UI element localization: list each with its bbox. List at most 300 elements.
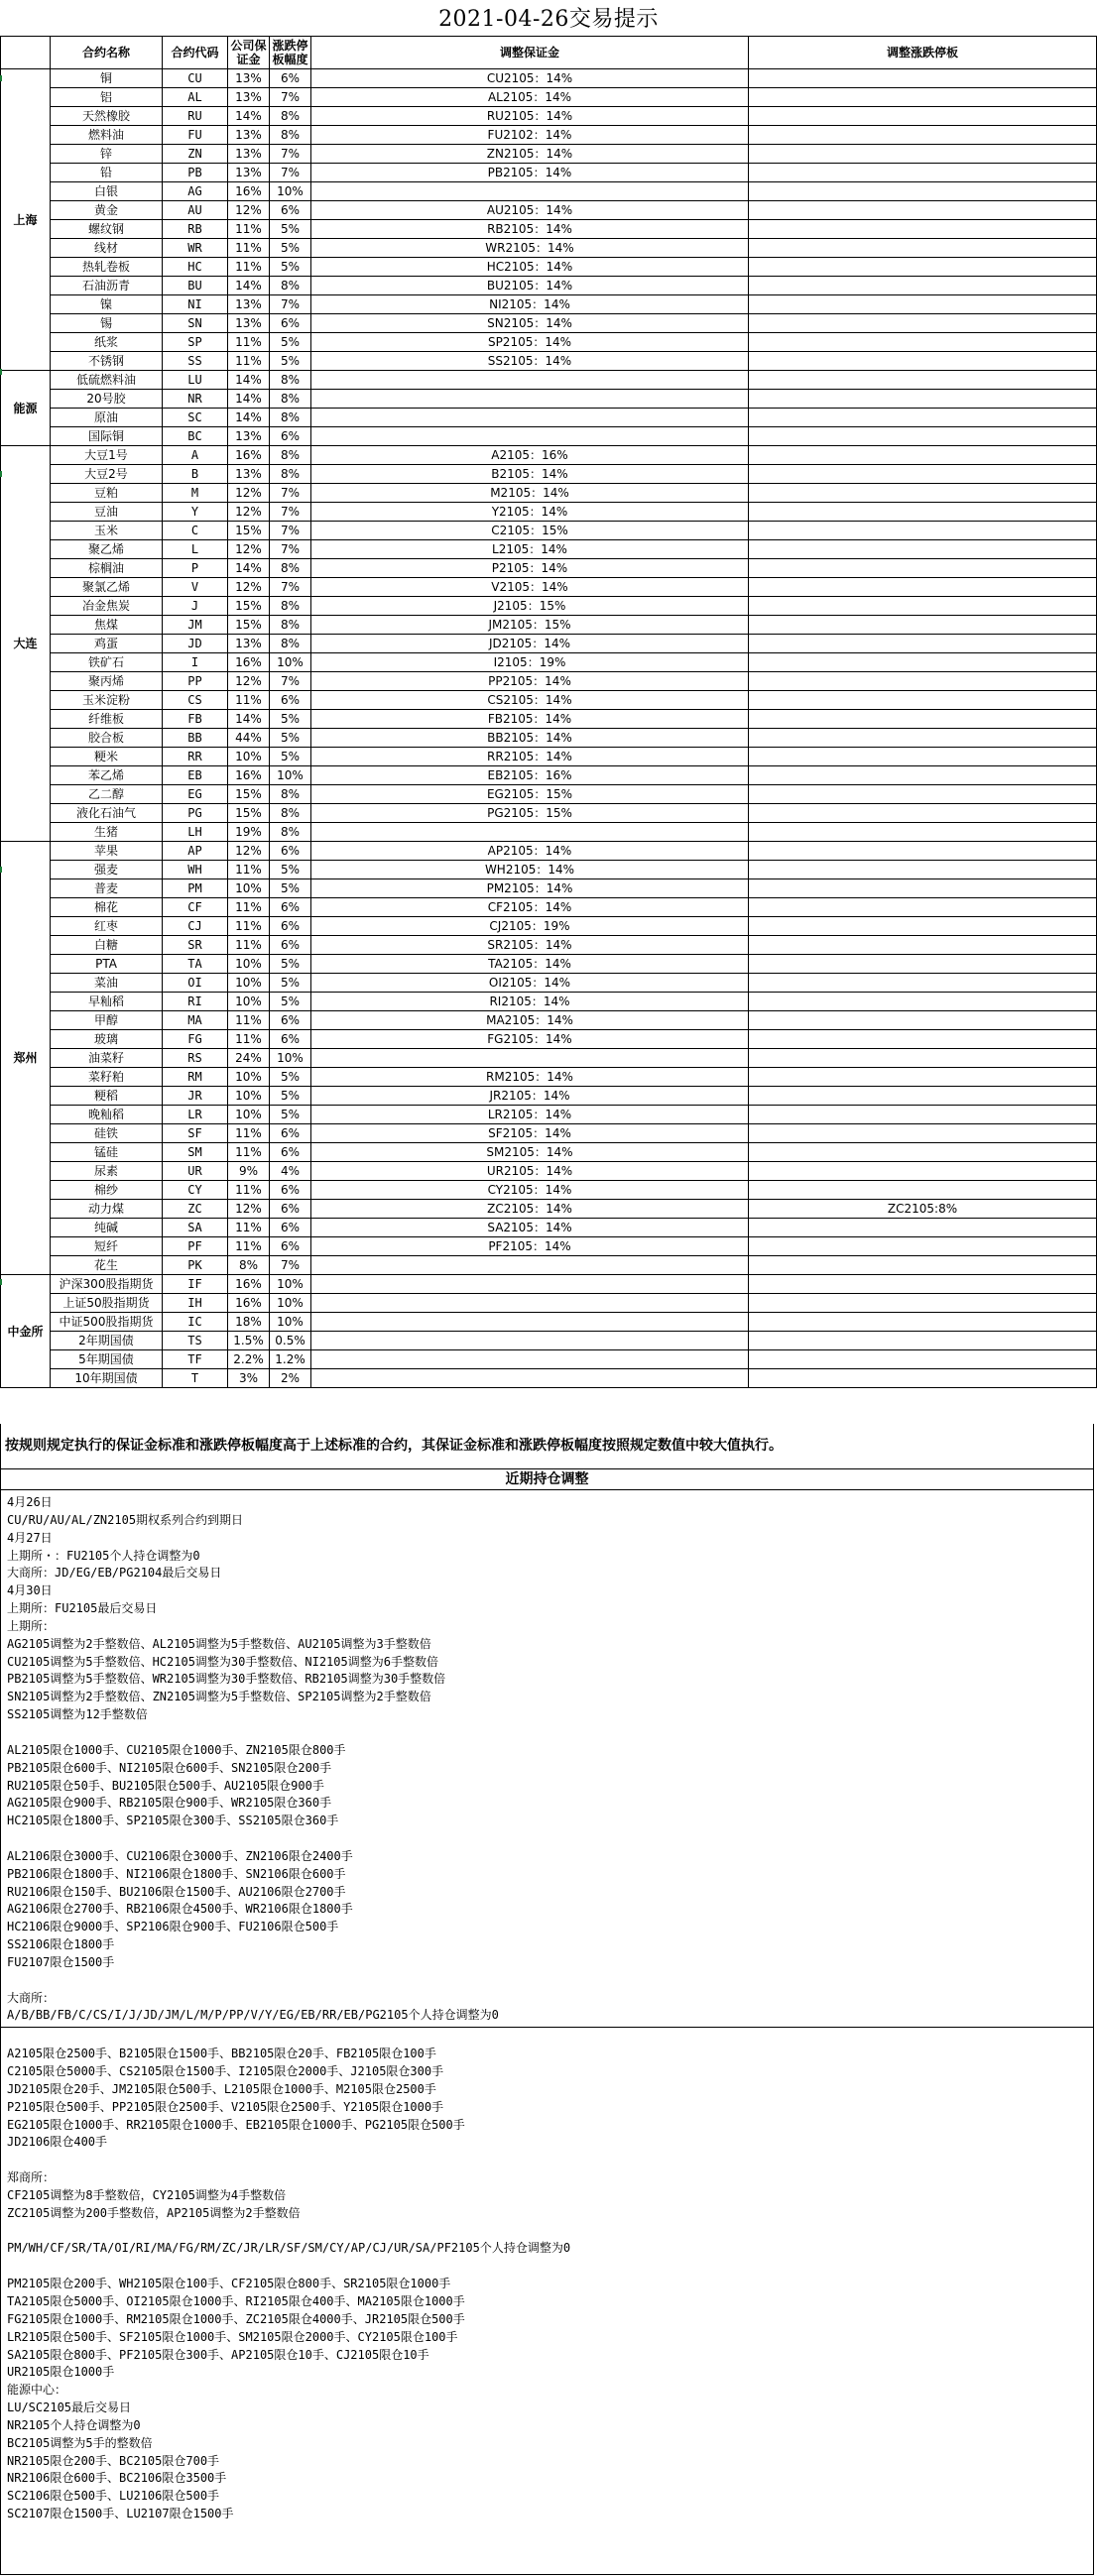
company-margin-cell: 16% bbox=[228, 182, 270, 201]
margin-limit-table bbox=[0, 36, 1097, 1388]
note-line bbox=[7, 1830, 1087, 1848]
table-row bbox=[1, 1181, 1097, 1200]
note-line bbox=[7, 2223, 1087, 2241]
table-header-row bbox=[1, 37, 1097, 69]
table-row bbox=[1, 352, 1097, 371]
note-line: 4月30日 bbox=[7, 1583, 53, 1598]
note-line: AG2105调整为2手整数倍、AL2105调整为5手整数倍、AU2105调整为3手整数倍 bbox=[7, 1636, 431, 1651]
price-limit-cell: 7% bbox=[270, 522, 311, 540]
table-row bbox=[1, 371, 1097, 390]
table-row bbox=[1, 710, 1097, 729]
adjusted-limit-cell bbox=[749, 1087, 1097, 1106]
company-margin-cell: 24% bbox=[228, 1049, 270, 1068]
contract-code-cell: PK bbox=[163, 1256, 228, 1275]
table-row bbox=[1, 1256, 1097, 1275]
note-line: PB2105限仓600手、NI2105限仓600手、SN2105限仓200手 bbox=[7, 1760, 332, 1775]
company-margin-cell: 15% bbox=[228, 804, 270, 823]
contract-code-cell: OI bbox=[163, 974, 228, 993]
adjusted-margin-cell: FU2102：14% bbox=[311, 126, 749, 145]
contract-name-cell: 粳稻 bbox=[51, 1087, 163, 1106]
note-line: 大商所：JD/EG/EB/PG2104最后交易日 bbox=[7, 1566, 222, 1581]
adjusted-limit-cell bbox=[749, 1313, 1097, 1332]
price-limit-cell: 5% bbox=[270, 974, 311, 993]
contract-code-cell: BC bbox=[163, 427, 228, 446]
contract-name-cell: 早籼稻 bbox=[51, 993, 163, 1011]
contract-code-cell: M bbox=[163, 484, 228, 503]
company-margin-cell: 11% bbox=[228, 917, 270, 936]
adjusted-limit-cell bbox=[749, 710, 1097, 729]
adjusted-limit-cell bbox=[749, 427, 1097, 446]
price-limit-cell: 7% bbox=[270, 578, 311, 597]
table-row bbox=[1, 295, 1097, 314]
note-line: 大商所： bbox=[7, 1990, 56, 2005]
company-margin-cell: 11% bbox=[228, 239, 270, 258]
adjusted-margin-cell: SN2105：14% bbox=[311, 314, 749, 333]
contract-name-cell: 棉花 bbox=[51, 898, 163, 917]
adjusted-margin-cell: CJ2105：19% bbox=[311, 917, 749, 936]
note-line: SC2107限仓1500手、LU2107限仓1500手 bbox=[7, 2507, 234, 2521]
contract-name-cell: 豆粕 bbox=[51, 484, 163, 503]
company-margin-cell: 10% bbox=[228, 1087, 270, 1106]
price-limit-cell: 7% bbox=[270, 295, 311, 314]
contract-name-cell: 螺纹钢 bbox=[51, 220, 163, 239]
table-row bbox=[1, 936, 1097, 955]
adjusted-limit-cell bbox=[749, 1369, 1097, 1388]
adjusted-margin-cell: ZN2105：14% bbox=[311, 145, 749, 164]
adjusted-margin-cell bbox=[311, 1275, 749, 1294]
company-margin-cell: 10% bbox=[228, 955, 270, 974]
company-margin-cell: 16% bbox=[228, 653, 270, 672]
adjusted-limit-cell bbox=[749, 1106, 1097, 1124]
contract-name-cell: 棕榈油 bbox=[51, 559, 163, 578]
note-line: EG2105限仓1000手、RR2105限仓1000手、EB2105限仓1000手、PG2105限仓500手 bbox=[7, 2117, 465, 2132]
contract-code-cell: NI bbox=[163, 295, 228, 314]
adjusted-limit-cell: ZC2105:8% bbox=[749, 1200, 1097, 1219]
note-line: AL2106限仓3000手、CU2106限仓3000手、ZN2106限仓2400手 bbox=[7, 1848, 353, 1863]
contract-code-cell: RR bbox=[163, 748, 228, 766]
table-row bbox=[1, 333, 1097, 352]
note-line: 上期所・：FU2105个人持仓调整为0 bbox=[7, 1548, 200, 1563]
adjusted-margin-cell: BU2105：14% bbox=[311, 277, 749, 295]
contract-code-cell: CU bbox=[163, 69, 228, 88]
table-row bbox=[1, 145, 1097, 164]
table-row bbox=[1, 653, 1097, 672]
adjusted-limit-cell bbox=[749, 748, 1097, 766]
adjusted-margin-cell: RU2105：14% bbox=[311, 107, 749, 126]
adjusted-limit-cell bbox=[749, 1124, 1097, 1143]
header-contract-name: 合约名称 bbox=[51, 37, 163, 69]
contract-code-cell: LH bbox=[163, 823, 228, 842]
adjusted-limit-cell bbox=[749, 1011, 1097, 1030]
adjusted-limit-cell bbox=[749, 653, 1097, 672]
note-line: NR2106限仓600手、BC2106限仓3500手 bbox=[7, 2471, 227, 2486]
note-line: 4月27日 bbox=[7, 1530, 53, 1545]
adjusted-limit-cell bbox=[749, 333, 1097, 352]
company-margin-cell: 15% bbox=[228, 616, 270, 635]
price-limit-cell: 8% bbox=[270, 597, 311, 616]
exchange-cell: 大连 bbox=[1, 446, 51, 842]
contract-name-cell: 棉纱 bbox=[51, 1181, 163, 1200]
adjusted-limit-cell bbox=[749, 936, 1097, 955]
table-row bbox=[1, 465, 1097, 484]
company-margin-cell: 13% bbox=[228, 164, 270, 182]
contract-name-cell: 硅铁 bbox=[51, 1124, 163, 1143]
price-limit-cell: 6% bbox=[270, 1011, 311, 1030]
table-row bbox=[1, 390, 1097, 409]
contract-name-cell: 黄金 bbox=[51, 201, 163, 220]
table-row bbox=[1, 1313, 1097, 1332]
price-limit-cell: 5% bbox=[270, 1087, 311, 1106]
adjusted-limit-cell bbox=[749, 635, 1097, 653]
header-company-margin: 公司保证金 bbox=[228, 37, 270, 69]
note-line bbox=[7, 1972, 1087, 1990]
contract-name-cell: 铅 bbox=[51, 164, 163, 182]
contract-code-cell: RS bbox=[163, 1049, 228, 1068]
table-row bbox=[1, 1068, 1097, 1087]
contract-code-cell: IC bbox=[163, 1313, 228, 1332]
adjusted-margin-cell bbox=[311, 427, 749, 446]
adjusted-margin-cell: PF2105：14% bbox=[311, 1237, 749, 1256]
table-row bbox=[1, 88, 1097, 107]
contract-code-cell: TF bbox=[163, 1350, 228, 1369]
note-line: AG2105限仓900手、RB2105限仓900手、WR2105限仓360手 bbox=[7, 1796, 332, 1811]
adjusted-margin-cell bbox=[311, 1049, 749, 1068]
price-limit-cell: 7% bbox=[270, 503, 311, 522]
price-limit-cell: 8% bbox=[270, 804, 311, 823]
adjusted-limit-cell bbox=[749, 1219, 1097, 1237]
adjusted-limit-cell bbox=[749, 879, 1097, 898]
table-row bbox=[1, 277, 1097, 295]
price-limit-cell: 5% bbox=[270, 879, 311, 898]
contract-code-cell: JD bbox=[163, 635, 228, 653]
adjusted-limit-cell bbox=[749, 182, 1097, 201]
price-limit-cell: 5% bbox=[270, 861, 311, 879]
contract-name-cell: 普麦 bbox=[51, 879, 163, 898]
note-line: CU2105调整为5手整数倍、HC2105调整为30手整数倍、NI2105调整为6手整数倍 bbox=[7, 1654, 438, 1669]
company-margin-cell: 16% bbox=[228, 1294, 270, 1313]
table-row bbox=[1, 748, 1097, 766]
adjusted-margin-cell: SF2105：14% bbox=[311, 1124, 749, 1143]
header-price-limit: 涨跌停板幅度 bbox=[270, 37, 311, 69]
price-limit-cell: 8% bbox=[270, 616, 311, 635]
contract-name-cell: 不锈钢 bbox=[51, 352, 163, 371]
table-row bbox=[1, 1350, 1097, 1369]
section-title: 近期持仓调整 bbox=[0, 1468, 1094, 1490]
adjusted-limit-cell bbox=[749, 672, 1097, 691]
note-line: BC2105调整为5手的整数倍 bbox=[7, 2435, 153, 2450]
price-limit-cell: 6% bbox=[270, 1124, 311, 1143]
contract-name-cell: 20号胶 bbox=[51, 390, 163, 409]
price-limit-cell: 4% bbox=[270, 1162, 311, 1181]
group-marker bbox=[0, 369, 2, 375]
price-limit-cell: 6% bbox=[270, 1030, 311, 1049]
contract-name-cell: 铝 bbox=[51, 88, 163, 107]
company-margin-cell: 9% bbox=[228, 1162, 270, 1181]
contract-code-cell: PP bbox=[163, 672, 228, 691]
table-row bbox=[1, 107, 1097, 126]
price-limit-cell: 7% bbox=[270, 164, 311, 182]
adjusted-limit-cell bbox=[749, 823, 1097, 842]
adjusted-margin-cell: PP2105：14% bbox=[311, 672, 749, 691]
table-row bbox=[1, 672, 1097, 691]
contract-name-cell: 豆油 bbox=[51, 503, 163, 522]
contract-name-cell: 铜 bbox=[51, 69, 163, 88]
contract-name-cell: 苯乙烯 bbox=[51, 766, 163, 785]
table-row bbox=[1, 164, 1097, 182]
adjusted-margin-cell bbox=[311, 371, 749, 390]
exchange-cell: 郑州 bbox=[1, 842, 51, 1275]
note-line: 4月26日 bbox=[7, 1495, 53, 1509]
adjusted-limit-cell bbox=[749, 691, 1097, 710]
contract-code-cell: IF bbox=[163, 1275, 228, 1294]
table-row bbox=[1, 559, 1097, 578]
adjusted-limit-cell bbox=[749, 1030, 1097, 1049]
note-line bbox=[7, 2028, 1087, 2046]
table-row bbox=[1, 540, 1097, 559]
company-margin-cell: 14% bbox=[228, 559, 270, 578]
company-margin-cell: 13% bbox=[228, 69, 270, 88]
contract-code-cell: P bbox=[163, 559, 228, 578]
adjusted-limit-cell bbox=[749, 540, 1097, 559]
note-line: HC2106限仓9000手、SP2106限仓900手、FU2106限仓500手 bbox=[7, 1920, 339, 1934]
contract-name-cell: 玉米 bbox=[51, 522, 163, 540]
price-limit-cell: 10% bbox=[270, 1313, 311, 1332]
note-line: CU/RU/AU/AL/ZN2105期权系列合约到期日 bbox=[7, 1512, 244, 1527]
contract-name-cell: 2年期国债 bbox=[51, 1332, 163, 1350]
contract-code-cell: BU bbox=[163, 277, 228, 295]
company-margin-cell: 2.2% bbox=[228, 1350, 270, 1369]
contract-name-cell: 锰硅 bbox=[51, 1143, 163, 1162]
note-line bbox=[7, 2258, 1087, 2276]
contract-name-cell: 生猪 bbox=[51, 823, 163, 842]
adjusted-margin-cell: JM2105：15% bbox=[311, 616, 749, 635]
price-limit-cell: 6% bbox=[270, 69, 311, 88]
adjusted-margin-cell: WR2105：14% bbox=[311, 239, 749, 258]
company-margin-cell: 10% bbox=[228, 1068, 270, 1087]
note-line: PM/WH/CF/SR/TA/OI/RI/MA/FG/RM/ZC/JR/LR/SF/SM/CY/AP/CJ/UR/SA/PF2105个人持仓调整为0 bbox=[7, 2241, 571, 2256]
company-margin-cell: 11% bbox=[228, 333, 270, 352]
table-body bbox=[1, 69, 1097, 1388]
contract-code-cell: AU bbox=[163, 201, 228, 220]
contract-code-cell: PB bbox=[163, 164, 228, 182]
adjusted-limit-cell bbox=[749, 729, 1097, 748]
contract-code-cell: RI bbox=[163, 993, 228, 1011]
company-margin-cell: 12% bbox=[228, 540, 270, 559]
adjusted-margin-cell: JD2105：14% bbox=[311, 635, 749, 653]
contract-code-cell: AL bbox=[163, 88, 228, 107]
adjusted-margin-cell: BB2105：14% bbox=[311, 729, 749, 748]
price-limit-cell: 8% bbox=[270, 390, 311, 409]
company-margin-cell: 11% bbox=[228, 898, 270, 917]
contract-code-cell: LR bbox=[163, 1106, 228, 1124]
adjusted-margin-cell bbox=[311, 1256, 749, 1275]
note-line: SS2106限仓1800手 bbox=[7, 1937, 115, 1952]
adjusted-margin-cell bbox=[311, 182, 749, 201]
price-limit-cell: 5% bbox=[270, 333, 311, 352]
adjusted-limit-cell bbox=[749, 804, 1097, 823]
adjusted-limit-cell bbox=[749, 1332, 1097, 1350]
note-line: FG2105限仓1000手、RM2105限仓1000手、ZC2105限仓4000手、JR2105限仓500手 bbox=[7, 2311, 465, 2326]
company-margin-cell: 10% bbox=[228, 993, 270, 1011]
table-row bbox=[1, 1369, 1097, 1388]
note-line: FU2107限仓1500手 bbox=[7, 1954, 115, 1969]
contract-name-cell: 燃料油 bbox=[51, 126, 163, 145]
price-limit-cell: 6% bbox=[270, 1219, 311, 1237]
contract-code-cell: EG bbox=[163, 785, 228, 804]
price-limit-cell: 6% bbox=[270, 1143, 311, 1162]
adjusted-margin-cell: L2105：14% bbox=[311, 540, 749, 559]
table-row bbox=[1, 974, 1097, 993]
table-row bbox=[1, 578, 1097, 597]
company-margin-cell: 11% bbox=[228, 691, 270, 710]
adjusted-margin-cell: PB2105：14% bbox=[311, 164, 749, 182]
contract-code-cell: SR bbox=[163, 936, 228, 955]
adjusted-margin-cell: SR2105：14% bbox=[311, 936, 749, 955]
contract-code-cell: CS bbox=[163, 691, 228, 710]
note-line: LR2105限仓500手、SF2105限仓1000手、SM2105限仓2000手、CY2105限仓100手 bbox=[7, 2329, 458, 2344]
adjusted-limit-cell bbox=[749, 409, 1097, 427]
price-limit-cell: 10% bbox=[270, 1294, 311, 1313]
company-margin-cell: 19% bbox=[228, 823, 270, 842]
company-margin-cell: 11% bbox=[228, 1181, 270, 1200]
price-limit-cell: 5% bbox=[270, 748, 311, 766]
adjusted-margin-cell: M2105：14% bbox=[311, 484, 749, 503]
contract-name-cell: 国际铜 bbox=[51, 427, 163, 446]
adjusted-limit-cell bbox=[749, 1275, 1097, 1294]
table-row bbox=[1, 597, 1097, 616]
adjusted-limit-cell bbox=[749, 314, 1097, 333]
contract-code-cell: SA bbox=[163, 1219, 228, 1237]
contract-code-cell: A bbox=[163, 446, 228, 465]
table-row bbox=[1, 220, 1097, 239]
adjusted-margin-cell: SP2105：14% bbox=[311, 333, 749, 352]
adjusted-margin-cell: PG2105：15% bbox=[311, 804, 749, 823]
company-margin-cell: 11% bbox=[228, 220, 270, 239]
adjusted-margin-cell: CF2105：14% bbox=[311, 898, 749, 917]
company-margin-cell: 13% bbox=[228, 635, 270, 653]
price-limit-cell: 5% bbox=[270, 729, 311, 748]
contract-name-cell: 大豆1号 bbox=[51, 446, 163, 465]
adjusted-margin-cell: FG2105：14% bbox=[311, 1030, 749, 1049]
price-limit-cell: 5% bbox=[270, 955, 311, 974]
table-row bbox=[1, 1124, 1097, 1143]
price-limit-cell: 7% bbox=[270, 88, 311, 107]
adjusted-limit-cell bbox=[749, 220, 1097, 239]
contract-name-cell: 短纤 bbox=[51, 1237, 163, 1256]
note-line: LU/SC2105最后交易日 bbox=[7, 2400, 132, 2415]
price-limit-cell: 10% bbox=[270, 766, 311, 785]
contract-code-cell: HC bbox=[163, 258, 228, 277]
adjusted-margin-cell bbox=[311, 1294, 749, 1313]
company-margin-cell: 13% bbox=[228, 295, 270, 314]
adjusted-margin-cell: PM2105：14% bbox=[311, 879, 749, 898]
contract-name-cell: 纯碱 bbox=[51, 1219, 163, 1237]
contract-name-cell: 晚籼稻 bbox=[51, 1106, 163, 1124]
note-line: A2105限仓2500手、B2105限仓1500手、BB2105限仓20手、FB2105限仓100手 bbox=[7, 2047, 436, 2061]
contract-name-cell: 聚氯乙烯 bbox=[51, 578, 163, 597]
company-margin-cell: 14% bbox=[228, 371, 270, 390]
table-row bbox=[1, 1011, 1097, 1030]
company-margin-cell: 15% bbox=[228, 597, 270, 616]
adjusted-margin-cell: OI2105：14% bbox=[311, 974, 749, 993]
adjusted-margin-cell: AU2105：14% bbox=[311, 201, 749, 220]
table-row bbox=[1, 258, 1097, 277]
adjusted-margin-cell: CY2105：14% bbox=[311, 1181, 749, 1200]
company-margin-cell: 16% bbox=[228, 766, 270, 785]
contract-name-cell: 菜油 bbox=[51, 974, 163, 993]
contract-code-cell: WR bbox=[163, 239, 228, 258]
adjusted-margin-cell: RI2105：14% bbox=[311, 993, 749, 1011]
note-line: UR2105限仓1000手 bbox=[7, 2365, 115, 2380]
contract-code-cell: AP bbox=[163, 842, 228, 861]
contract-name-cell: 线材 bbox=[51, 239, 163, 258]
company-margin-cell: 11% bbox=[228, 1030, 270, 1049]
adjusted-margin-cell: EB2105：16% bbox=[311, 766, 749, 785]
company-margin-cell: 12% bbox=[228, 672, 270, 691]
adjusted-limit-cell bbox=[749, 1256, 1097, 1275]
company-margin-cell: 12% bbox=[228, 578, 270, 597]
group-marker bbox=[0, 867, 2, 873]
adjusted-margin-cell: RM2105：14% bbox=[311, 1068, 749, 1087]
contract-code-cell: TS bbox=[163, 1332, 228, 1350]
contract-code-cell: CY bbox=[163, 1181, 228, 1200]
note-line: HC2105限仓1800手、SP2105限仓300手、SS2105限仓360手 bbox=[7, 1814, 339, 1828]
company-margin-cell: 13% bbox=[228, 465, 270, 484]
note-line: SC2106限仓500手、LU2106限仓500手 bbox=[7, 2489, 220, 2504]
contract-code-cell: BB bbox=[163, 729, 228, 748]
adjusted-margin-cell: FB2105：14% bbox=[311, 710, 749, 729]
group-marker bbox=[0, 75, 2, 81]
contract-name-cell: 原油 bbox=[51, 409, 163, 427]
adjusted-limit-cell bbox=[749, 126, 1097, 145]
adjusted-limit-cell bbox=[749, 164, 1097, 182]
price-limit-cell: 5% bbox=[270, 239, 311, 258]
adjusted-margin-cell: WH2105：14% bbox=[311, 861, 749, 879]
note-line: 能源中心： bbox=[7, 2383, 67, 2398]
note-line: PM2105限仓200手、WH2105限仓100手、CF2105限仓800手、SR2105限仓1000手 bbox=[7, 2277, 451, 2291]
price-limit-cell: 10% bbox=[270, 1275, 311, 1294]
company-margin-cell: 11% bbox=[228, 936, 270, 955]
contract-name-cell: 铁矿石 bbox=[51, 653, 163, 672]
contract-code-cell: J bbox=[163, 597, 228, 616]
contract-code-cell: SP bbox=[163, 333, 228, 352]
price-limit-cell: 5% bbox=[270, 352, 311, 371]
contract-name-cell: 低硫燃料油 bbox=[51, 371, 163, 390]
note-line bbox=[7, 1724, 1087, 1742]
note-line: PB2106限仓1800手、NI2106限仓1800手、SN2106限仓600手 bbox=[7, 1866, 346, 1881]
table-row bbox=[1, 1106, 1097, 1124]
contract-code-cell: CJ bbox=[163, 917, 228, 936]
contract-name-cell: 强麦 bbox=[51, 861, 163, 879]
exchange-cell: 能源 bbox=[1, 371, 51, 446]
adjusted-margin-cell bbox=[311, 1313, 749, 1332]
table-row bbox=[1, 427, 1097, 446]
adjusted-limit-cell bbox=[749, 295, 1097, 314]
adjusted-margin-cell: A2105：16% bbox=[311, 446, 749, 465]
contract-code-cell: Y bbox=[163, 503, 228, 522]
note-line: A/B/BB/FB/C/CS/I/J/JD/JM/L/M/P/PP/V/Y/EG/EB/RR/EB/PG2105个人持仓调整为0 bbox=[7, 2008, 499, 2023]
price-limit-cell: 2% bbox=[270, 1369, 311, 1388]
adjusted-limit-cell bbox=[749, 766, 1097, 785]
company-margin-cell: 11% bbox=[228, 352, 270, 371]
adjusted-margin-cell: C2105：15% bbox=[311, 522, 749, 540]
contract-code-cell: ZN bbox=[163, 145, 228, 164]
price-limit-cell: 6% bbox=[270, 1181, 311, 1200]
contract-name-cell: 聚乙烯 bbox=[51, 540, 163, 559]
adjusted-margin-cell: ZC2105：14% bbox=[311, 1200, 749, 1219]
note-line: P2105限仓500手、PP2105限仓2500手、V2105限仓2500手、Y2105限仓1000手 bbox=[7, 2099, 444, 2114]
company-margin-cell: 8% bbox=[228, 1256, 270, 1275]
